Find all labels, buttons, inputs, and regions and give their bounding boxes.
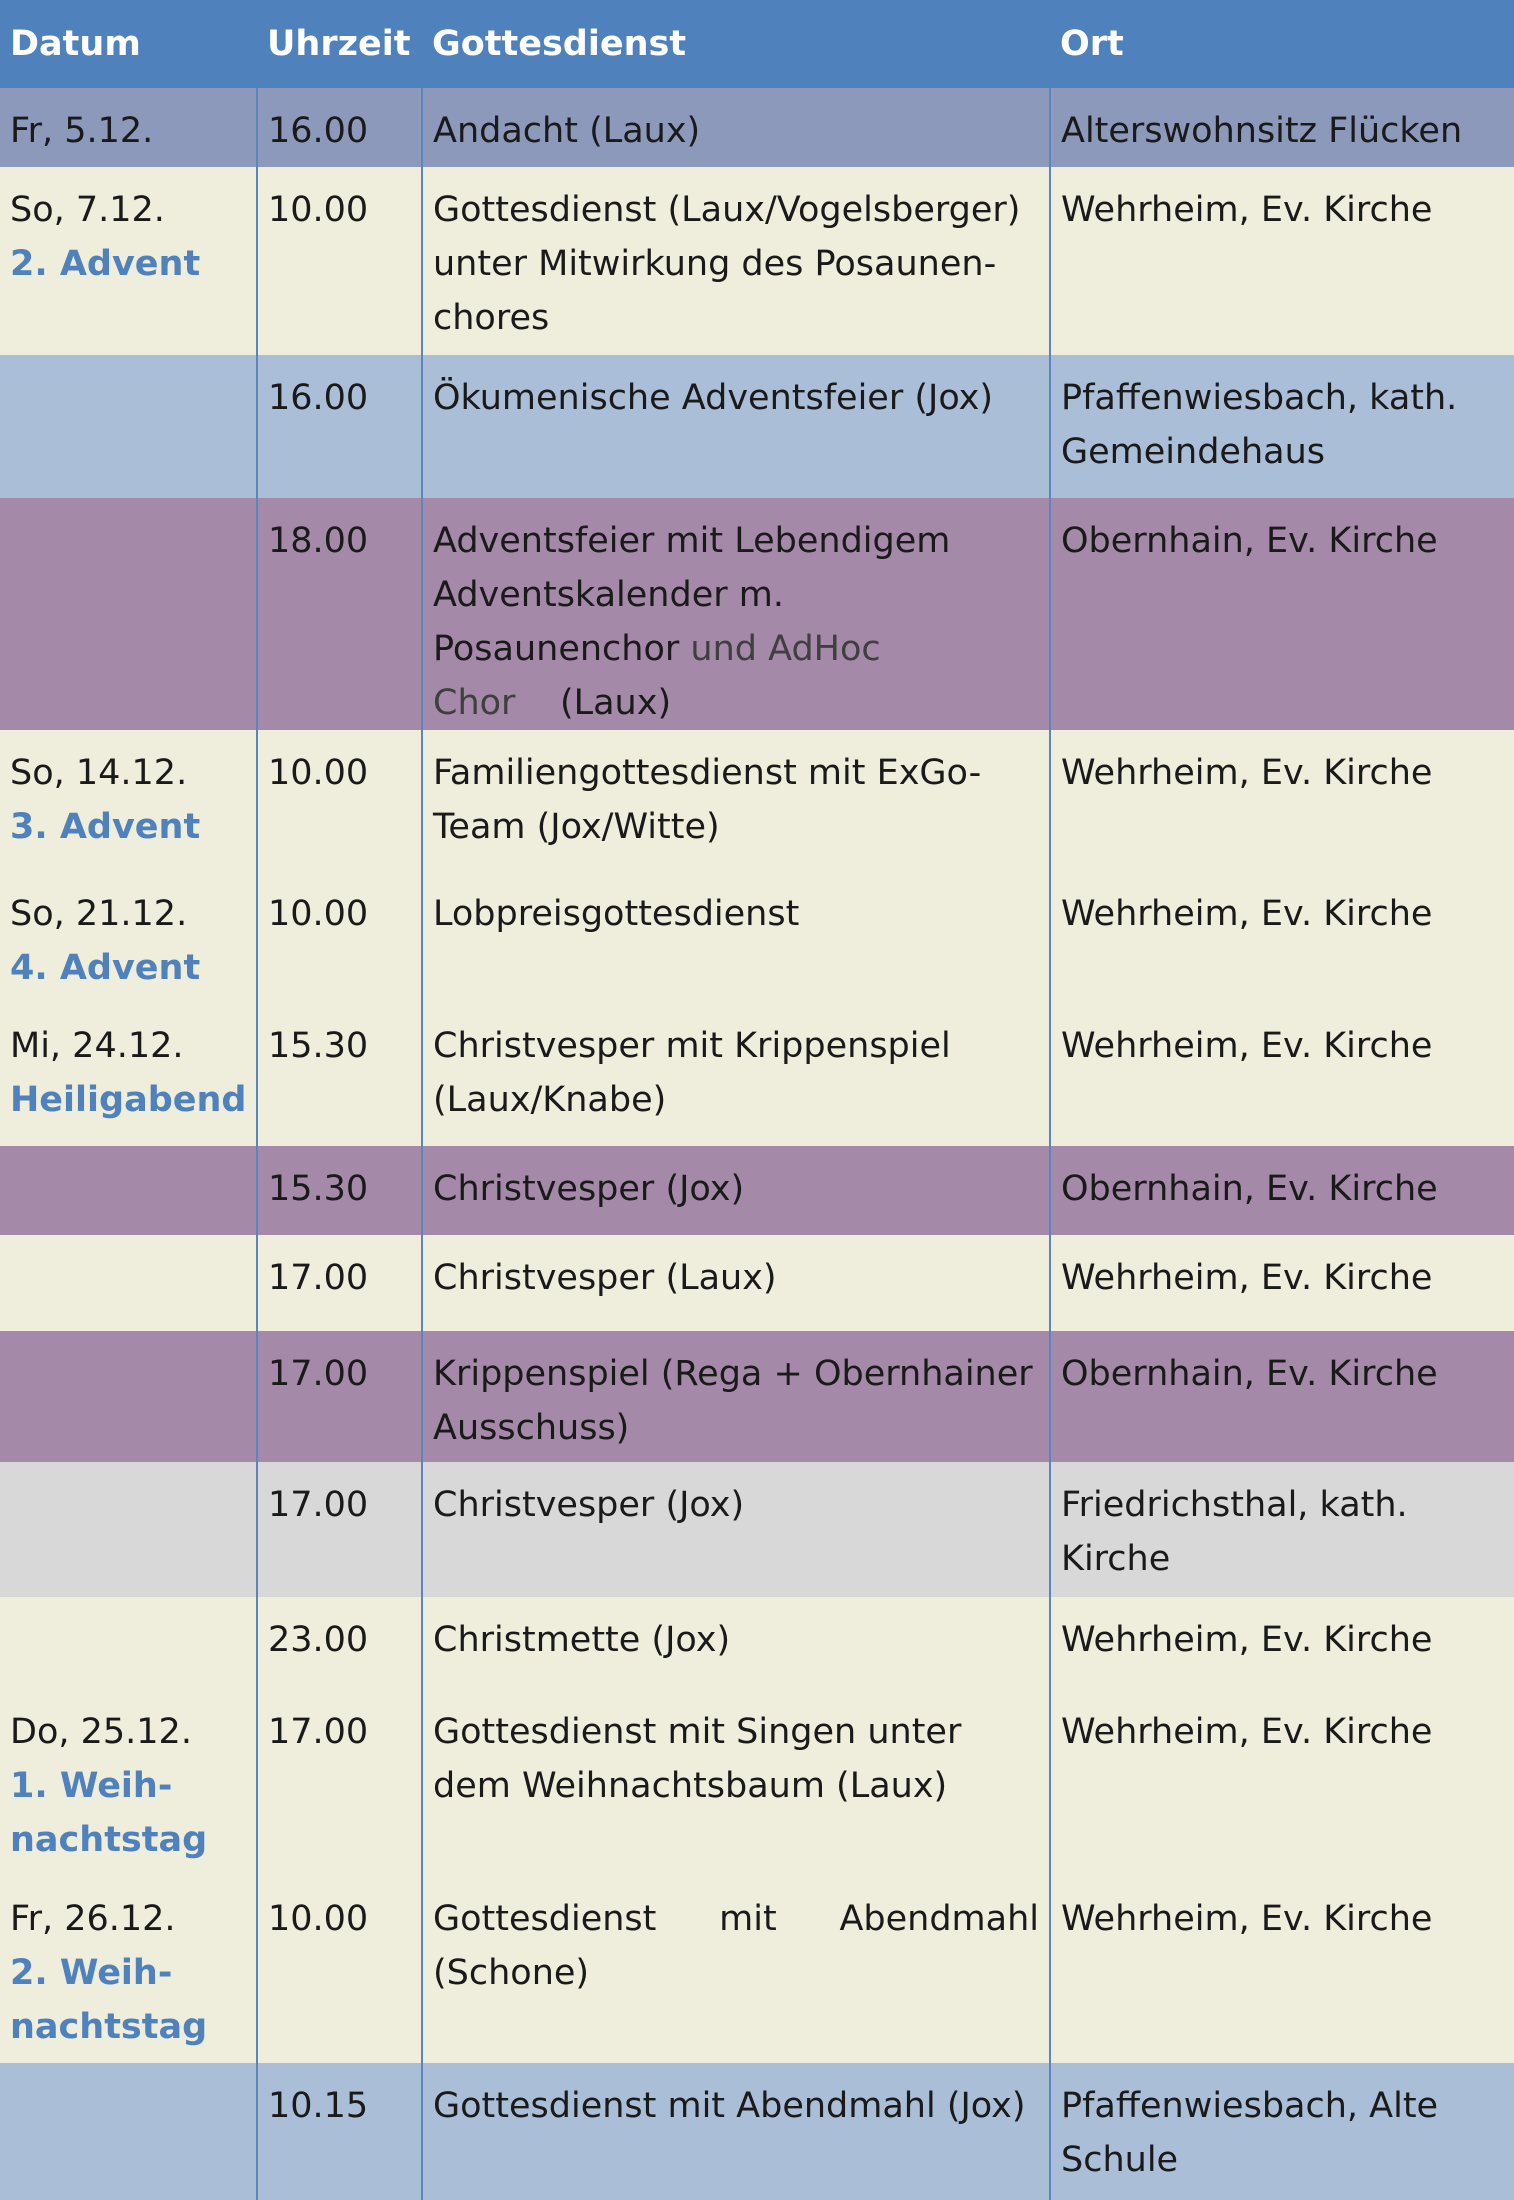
- cell-place: Alterswohnsitz Flücken: [1050, 88, 1514, 167]
- cell-date: [0, 1462, 257, 1597]
- table-row: [0, 2063, 1514, 2200]
- date-text: Do, 25.12.: [10, 1712, 192, 1752]
- service-text: Adventsfeier mit Lebendigem Adventskalender m. Posaunenchor: [433, 521, 951, 669]
- cell-place: Obernhain, Ev. Kirche: [1050, 1331, 1514, 1462]
- cell-service: [422, 498, 1050, 730]
- table-row: [0, 355, 1514, 498]
- cell-place: Wehrheim, Ev. Kirche: [1050, 1689, 1514, 1876]
- table-row: [0, 730, 1514, 871]
- cell-service: Christvesper mit Krippenspiel (Laux/Knabe): [422, 1003, 1050, 1146]
- cell-place: Obernhain, Ev. Kirche: [1050, 498, 1514, 730]
- table-row: [0, 1003, 1514, 1146]
- cell-time: 17.00: [257, 1462, 422, 1597]
- cell-service: Christvesper (Laux): [422, 1235, 1050, 1331]
- table-row: [0, 871, 1514, 1003]
- cell-place: Wehrheim, Ev. Kirche: [1050, 167, 1514, 355]
- header-uhrzeit: Uhrzeit: [267, 24, 411, 64]
- cell-time: 16.00: [257, 88, 422, 167]
- cell-time: 10.00: [257, 1876, 422, 2063]
- cell-date: [0, 730, 257, 871]
- cell-time: 18.00: [257, 498, 422, 730]
- cell-time: 16.00: [257, 355, 422, 498]
- liturgical-day: 1. Weih-nachtstag: [10, 1766, 208, 1860]
- table-row: [0, 1146, 1514, 1235]
- liturgical-day: 4. Advent: [10, 948, 201, 988]
- cell-service: Gottesdienst mit Abendmahl (Schone): [422, 1876, 1050, 2063]
- cell-time: 10.00: [257, 730, 422, 871]
- table-row: [0, 1689, 1514, 1876]
- table-row: [0, 498, 1514, 730]
- cell-service: Gottesdienst (Laux/Vogelsberger) unter Mitwirkung des Posaunen-chores: [422, 167, 1050, 355]
- cell-date: [0, 167, 257, 355]
- date-text: So, 7.12.: [10, 190, 165, 230]
- cell-date: [0, 1689, 257, 1876]
- cell-date: [0, 88, 257, 167]
- cell-service: Christmette (Jox): [422, 1597, 1050, 1689]
- cell-date: [0, 2063, 257, 2200]
- cell-service: Andacht (Laux): [422, 88, 1050, 167]
- table-row: [0, 1597, 1514, 1689]
- liturgical-day: 2. Weih-nachtstag: [10, 1953, 208, 2047]
- cell-place: Pfaffenwiesbach, kath. Gemeindehaus: [1050, 355, 1514, 498]
- cell-place: Wehrheim, Ev. Kirche: [1050, 1597, 1514, 1689]
- cell-place: Wehrheim, Ev. Kirche: [1050, 1235, 1514, 1331]
- cell-date: [0, 871, 257, 1003]
- table-row: [0, 1876, 1514, 2063]
- cell-date: [0, 498, 257, 730]
- cell-place: Obernhain, Ev. Kirche: [1050, 1146, 1514, 1235]
- cell-time: 23.00: [257, 1597, 422, 1689]
- cell-service: Lobpreisgottesdienst: [422, 871, 1050, 1003]
- cell-service: Gottesdienst mit Singen unter dem Weihnachtsbaum (Laux): [422, 1689, 1050, 1876]
- cell-service: Christvesper (Jox): [422, 1462, 1050, 1597]
- date-text: Fr, 26.12.: [10, 1899, 176, 1939]
- cell-time: 10.00: [257, 167, 422, 355]
- cell-place: Wehrheim, Ev. Kirche: [1050, 1003, 1514, 1146]
- cell-date: [0, 1146, 257, 1235]
- cell-time: 15.30: [257, 1146, 422, 1235]
- service-choir-text: und AdHoc Chor: [433, 629, 881, 723]
- cell-place: Wehrheim, Ev. Kirche: [1050, 871, 1514, 1003]
- cell-date: [0, 1235, 257, 1331]
- cell-time: 10.15: [257, 2063, 422, 2200]
- table-row: [0, 88, 1514, 167]
- header-gottesdienst: Gottesdienst: [432, 24, 687, 64]
- cell-service: Familiengottesdienst mit ExGo-Team (Jox/Witte): [422, 730, 1050, 871]
- liturgical-day: 2. Advent: [10, 244, 201, 284]
- cell-date: [0, 1597, 257, 1689]
- header-ort: Ort: [1060, 24, 1124, 64]
- liturgical-day: Heiligabend: [10, 1080, 247, 1120]
- liturgical-day: 3. Advent: [10, 807, 201, 847]
- cell-service: Christvesper (Jox): [422, 1146, 1050, 1235]
- cell-date: [0, 1003, 257, 1146]
- cell-place: Wehrheim, Ev. Kirche: [1050, 730, 1514, 871]
- date-text: Mi, 24.12.: [10, 1026, 184, 1066]
- header-row: [0, 0, 1514, 88]
- table-row: [0, 1331, 1514, 1462]
- table-row: [0, 1235, 1514, 1331]
- cell-date: [0, 1876, 257, 2063]
- cell-time: 17.00: [257, 1235, 422, 1331]
- cell-place: Wehrheim, Ev. Kirche: [1050, 1876, 1514, 2063]
- table-row: [0, 167, 1514, 355]
- cell-service: Ökumenische Adventsfeier (Jox): [422, 355, 1050, 498]
- cell-time: 10.00: [257, 871, 422, 1003]
- cell-service: Gottesdienst mit Abendmahl (Jox): [422, 2063, 1050, 2200]
- header-datum: Datum: [10, 24, 141, 64]
- date-text: So, 21.12.: [10, 894, 188, 934]
- cell-service: Krippenspiel (Rega + Obernhainer Ausschuss): [422, 1331, 1050, 1462]
- date-text: Fr, 5.12.: [10, 111, 154, 151]
- service-leader-text: (Laux): [559, 683, 672, 723]
- date-text: So, 14.12.: [10, 753, 188, 793]
- table-row: [0, 1462, 1514, 1597]
- cell-place: Pfaffenwiesbach, Alte Schule: [1050, 2063, 1514, 2200]
- cell-time: 15.30: [257, 1003, 422, 1146]
- cell-time: 17.00: [257, 1689, 422, 1876]
- cell-time: 17.00: [257, 1331, 422, 1462]
- cell-date: [0, 355, 257, 498]
- cell-place: Friedrichsthal, kath. Kirche: [1050, 1462, 1514, 1597]
- cell-date: [0, 1331, 257, 1462]
